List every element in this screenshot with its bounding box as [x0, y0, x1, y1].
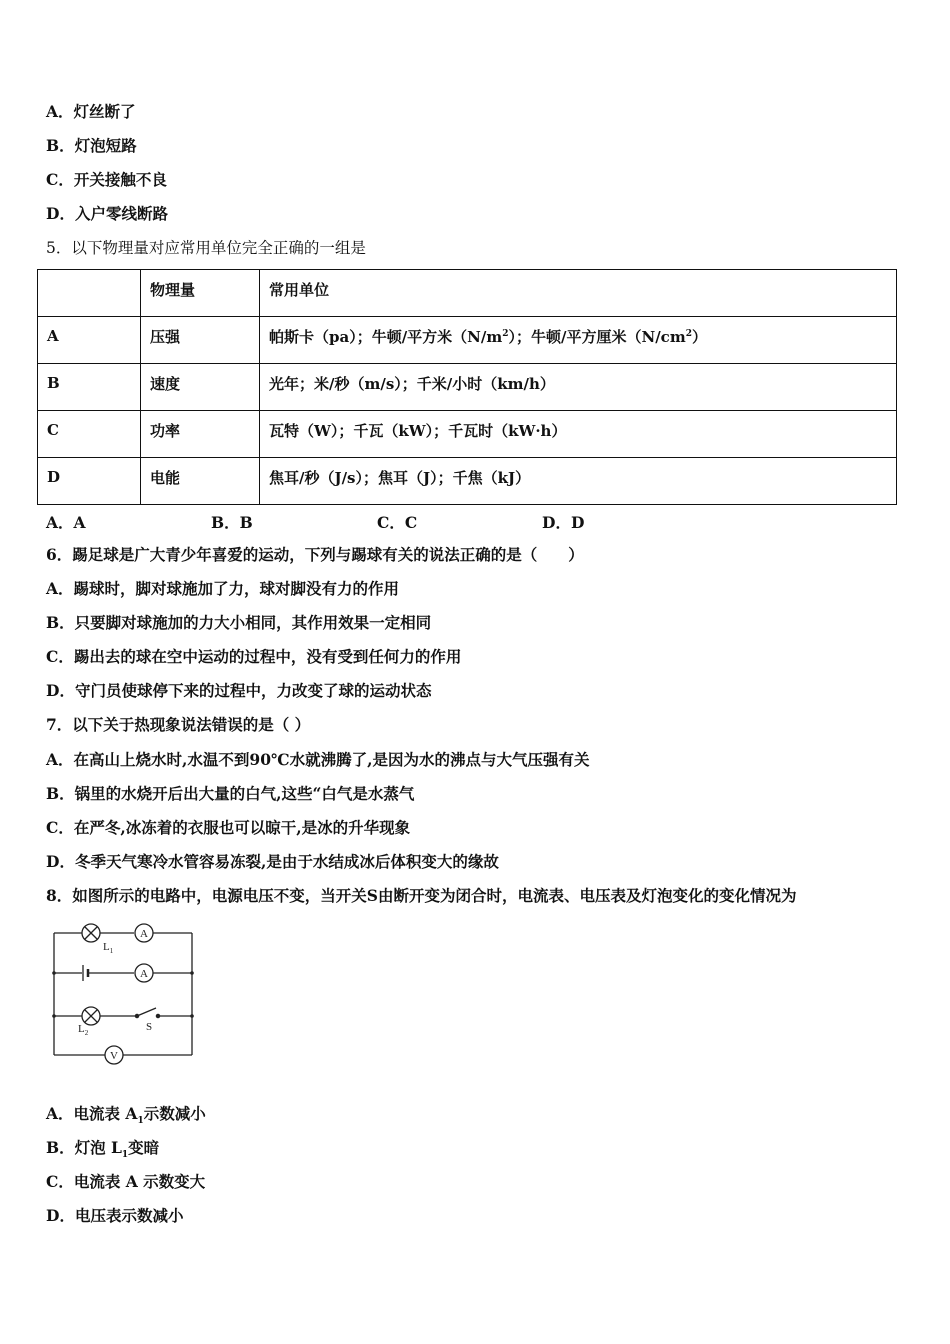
table-row: [38, 411, 897, 458]
row-quantity: 压强: [141, 317, 260, 364]
q7-option-c: C．在严冬,冰冻着的衣服也可以晾干,是冰的升华现象: [46, 818, 411, 837]
q5-option-a: A．A: [46, 513, 86, 532]
table-row: [38, 317, 897, 364]
table-header-cell: [260, 270, 897, 317]
row-units: 焦耳/秒（J/s）；焦耳（J）；千焦（kJ）: [260, 458, 897, 505]
q6-option-d: D．守门员使球停下来的过程中，力改变了球的运动状态: [46, 681, 432, 700]
ammeter-a1-icon: [135, 924, 153, 942]
q5-option-b: B．B: [211, 513, 253, 532]
q8-option-d: D．电压表示数减小: [46, 1206, 184, 1225]
junction-dots: [52, 971, 194, 1018]
row-letter: B: [38, 364, 141, 411]
q6-option-a: A．踢球时，脚对球施加了力，球对脚没有力的作用: [46, 579, 400, 598]
ammeter-a-icon: [135, 964, 153, 982]
svg-text:A: A: [140, 928, 148, 940]
q8-option-c: C．电流表 A 示数变大: [46, 1172, 206, 1191]
q7-option-a: A．在高山上烧水时,水温不到90℃水就沸腾了,是因为水的沸点与大气压强有关: [46, 750, 590, 769]
row-units: 光年；米/秒（m/s）；千米/小时（km/h）: [260, 364, 897, 411]
q6-option-c: C．踢出去的球在空中运动的过程中，没有受到任何力的作用: [46, 647, 462, 666]
q7-stem: 7．以下关于热现象说法错误的是（ ）: [46, 715, 311, 734]
q6-stem: 6．踢足球是广大青少年喜爱的运动，下列与踢球有关的说法正确的是（ ）: [46, 545, 584, 564]
q8-option-a: A．电流表 $A_1$示数减小: [46, 1104, 206, 1127]
svg-text:A: A: [140, 968, 148, 980]
svg-text:V: V: [110, 1050, 118, 1062]
lamp-l1-icon: [82, 924, 100, 942]
table-header-cell: [141, 270, 260, 317]
row-units: 帕斯卡（pa）；牛顿/平方米$(N/m^2)$；牛顿/平方厘米$(N/cm^2)$: [260, 317, 897, 364]
label-l2: $L_2$: [78, 1023, 89, 1037]
circuit-diagram: [48, 920, 198, 1070]
row-units: 瓦特（W）；千瓦（kW）；千瓦时（kW·h）: [260, 411, 897, 458]
row-letter: C: [38, 411, 141, 458]
label-l1: $L_1$: [103, 941, 114, 955]
row-quantity: 电能: [141, 458, 260, 505]
q6-option-b: B．只要脚对球施加的力大小相同，其作用效果一定相同: [46, 613, 432, 632]
q4-option-b: B．灯泡短路: [46, 136, 137, 155]
row-letter: D: [38, 458, 141, 505]
table-row: [38, 458, 897, 505]
table-row: [38, 364, 897, 411]
q4-option-c: C．开关接触不良: [46, 170, 167, 189]
table-header-row: [38, 270, 897, 317]
label-s: S: [146, 1021, 153, 1033]
row-letter: A: [38, 317, 141, 364]
units-table: [37, 269, 897, 505]
q5-stem: 5．以下物理量对应常用单位完全正确的一组是: [46, 239, 366, 257]
row-quantity: 功率: [141, 411, 260, 458]
q7-option-b: B．锅里的水烧开后出大量的白气,这些“白气是水蒸气: [46, 784, 415, 803]
header-units: 常用单位: [269, 280, 330, 299]
battery-icon: [83, 965, 88, 981]
q4-option-a: A．灯丝断了: [46, 102, 136, 121]
table-header-cell: [38, 270, 141, 317]
q4-option-d: D．入户零线断路: [46, 204, 168, 223]
header-quantity: 物理量: [150, 280, 196, 299]
q8-option-b: B．灯泡 $L_1$变暗: [46, 1138, 160, 1161]
voltmeter-icon: [105, 1046, 123, 1064]
q5-option-d: D．D: [542, 513, 585, 532]
row-quantity: 速度: [141, 364, 260, 411]
q8-stem: 8．如图所示的电路中，电源电压不变，当开关S由断开变为闭合时，电流表、电压表及灯泡变化的变化情况为: [46, 886, 797, 905]
q7-option-d: D．冬季天气寒冷水管容易冻裂,是由于水结成冰后体积变大的缘故: [46, 852, 499, 871]
q5-option-c: C．C: [377, 513, 418, 532]
switch-s-icon: [135, 1008, 159, 1018]
